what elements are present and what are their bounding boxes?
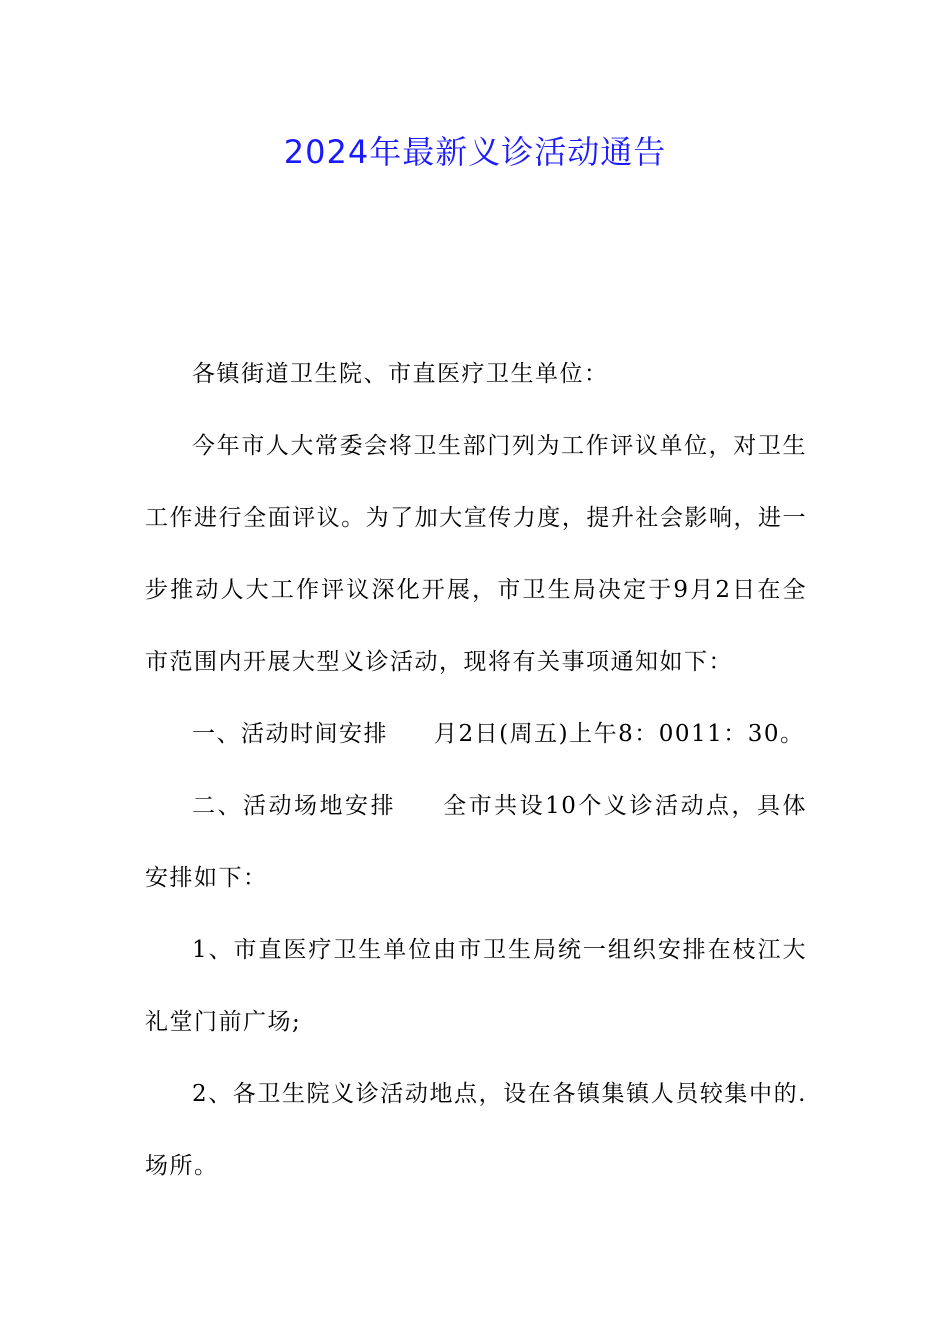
intro-paragraph: 今年市人大常委会将卫生部门列为工作评议单位，对卫生工作进行全面评议。为了加大宣传力度，提升社会影响，进一步推动人大工作评议深化开展，市卫生局决定于9月2日在全市范围内开展大型义诊活动，现将有关事项通知如下： — [145, 433, 807, 675]
list-item-2: 2、各卫生院义诊活动地点，设在各镇集镇人员较集中的.场所。 — [145, 1081, 807, 1179]
section-time-content: 月2日(周五)上午8：0011：30。 — [434, 721, 805, 747]
section-venue — [145, 770, 807, 914]
section-venue-content: 全市共设10个义诊活动点，具体安排如下： — [145, 793, 807, 891]
section-time — [145, 698, 807, 770]
list-item-1: 1、市直医疗卫生单位由市卫生局统一组织安排在枝江大礼堂门前广场; — [145, 937, 807, 1035]
section-venue-heading: 二、活动场地安排 — [192, 793, 397, 819]
salutation: 各镇街道卫生院、市直医疗卫生单位： — [192, 361, 609, 387]
document-title: 2024年最新义诊活动通告 — [283, 133, 667, 171]
document-body — [145, 338, 807, 1202]
section-time-heading: 一、活动时间安排 — [192, 721, 388, 747]
